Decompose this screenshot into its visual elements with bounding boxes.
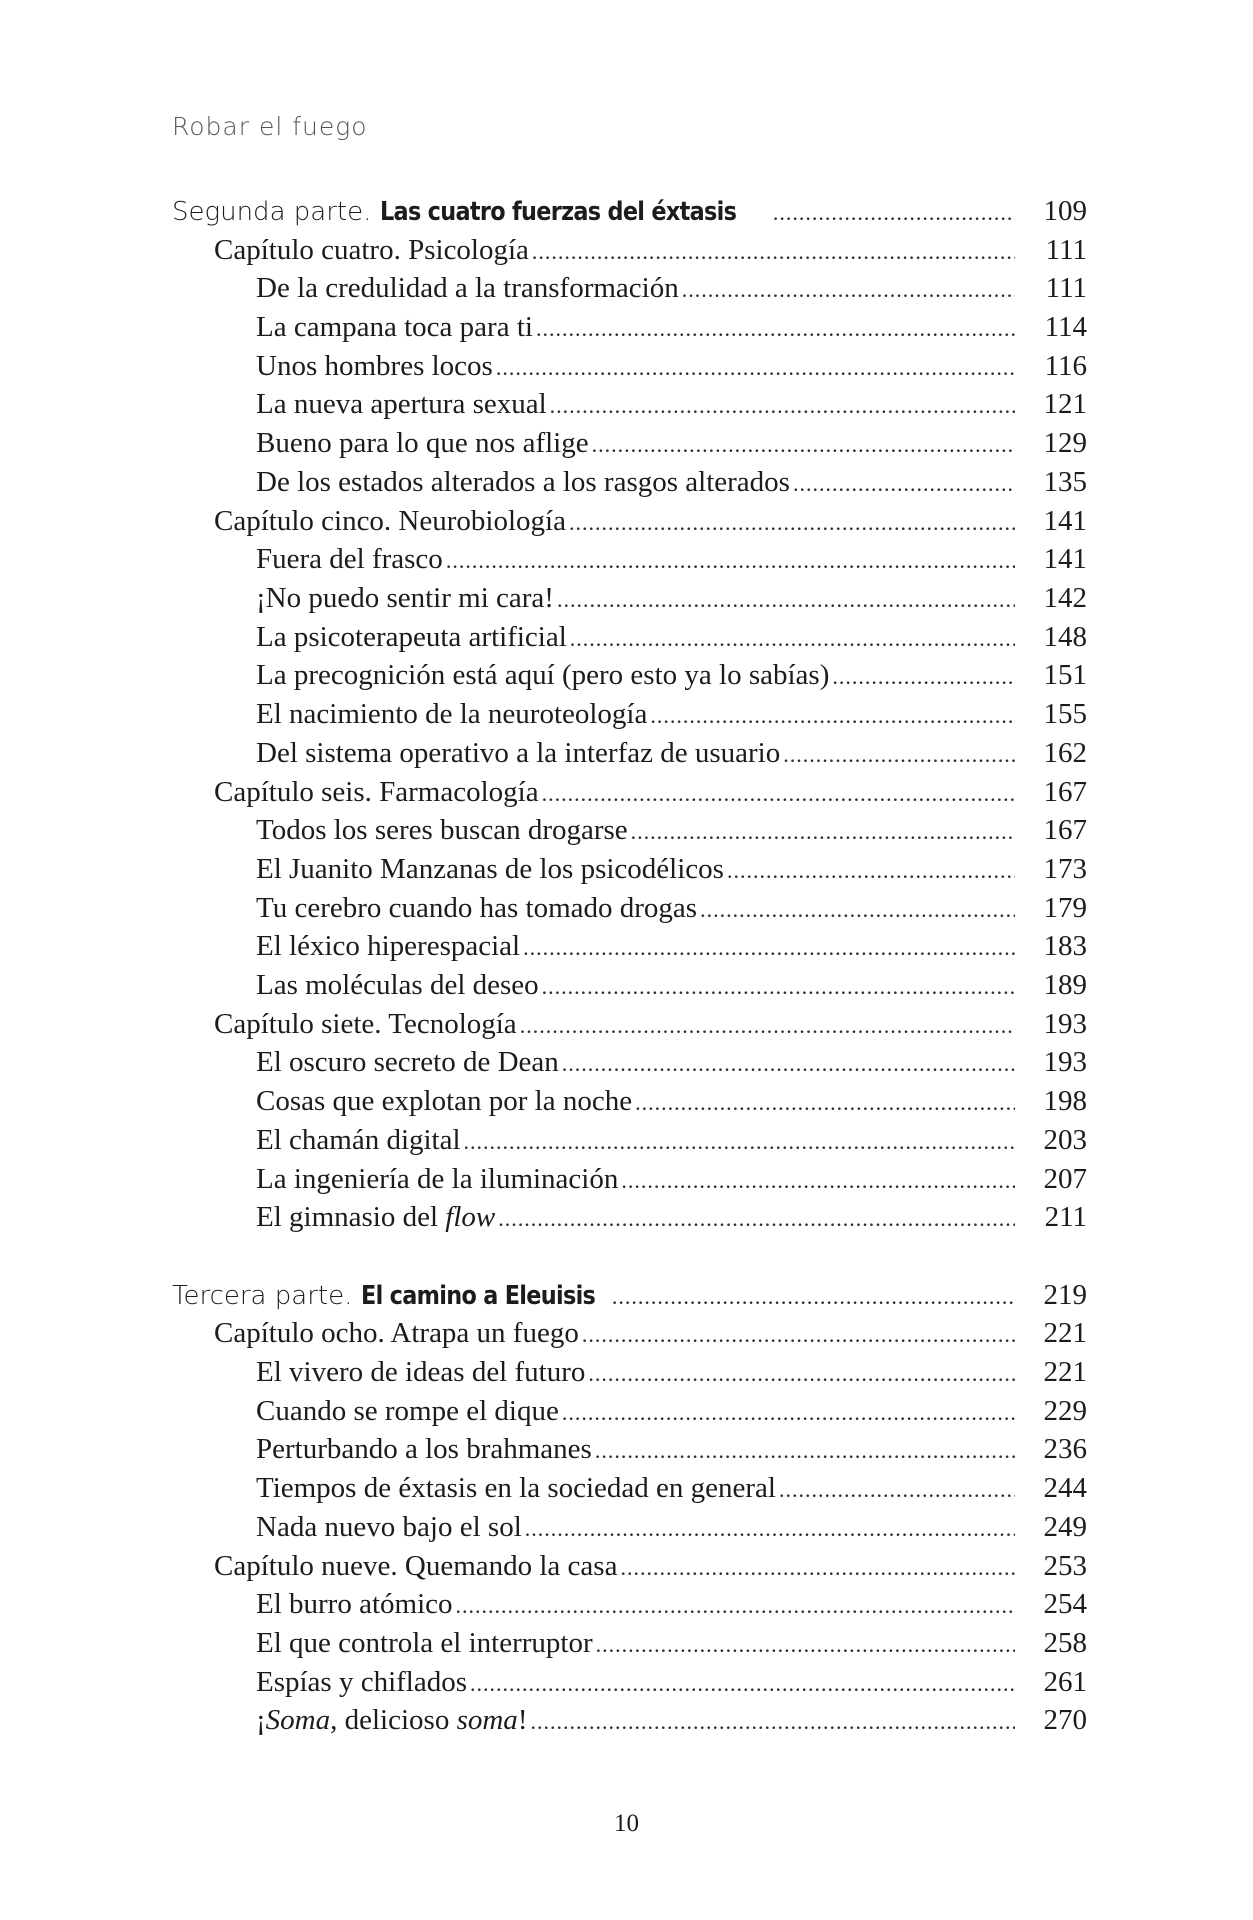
toc-section[interactable] <box>0 1430 1253 1468</box>
toc-page-number: 135 <box>1043 466 1087 498</box>
toc-entry-title: De los estados alterados a los rasgos alterados <box>256 466 790 498</box>
toc-section[interactable] <box>0 695 1253 733</box>
dot-leader <box>592 426 1015 462</box>
toc-section[interactable] <box>0 269 1253 307</box>
toc-entry-title: Perturbando a los brahmanes <box>256 1433 592 1465</box>
dot-leader <box>569 504 1015 540</box>
toc-page-number: 221 <box>1043 1317 1087 1349</box>
toc-entry-title: El que controla el interruptor <box>256 1627 593 1659</box>
toc-entry-title: El oscuro secreto de Dean <box>256 1046 559 1078</box>
toc-section[interactable] <box>0 308 1253 346</box>
dot-leader <box>595 1432 1015 1468</box>
toc-entry-title: La campana toca para ti <box>256 311 533 343</box>
dot-leader <box>570 620 1015 656</box>
toc-page-number: 121 <box>1043 388 1087 420</box>
toc-entry-title: Nada nuevo bajo el sol <box>256 1511 522 1543</box>
toc-entry-title: Todos los seres buscan drogarse <box>256 814 628 846</box>
toc-page-number: 207 <box>1043 1163 1087 1195</box>
toc-entry-title: Capítulo cinco. Neurobiología <box>214 505 566 537</box>
toc-section[interactable] <box>0 1198 1253 1236</box>
toc-entry-title: Capítulo seis. Farmacología <box>214 776 539 808</box>
toc-page-number: 193 <box>1043 1046 1087 1078</box>
dot-leader <box>525 1510 1015 1546</box>
toc-section[interactable] <box>0 811 1253 849</box>
toc-entry-title: La psicoterapeuta artificial <box>256 621 567 653</box>
dot-leader <box>596 1626 1015 1662</box>
dot-leader <box>612 1278 1015 1314</box>
toc-section[interactable] <box>0 424 1253 462</box>
toc-section[interactable] <box>0 889 1253 927</box>
dot-leader <box>498 1200 1015 1236</box>
dot-leader <box>650 697 1015 733</box>
toc-page-number: 129 <box>1043 427 1087 459</box>
toc-entry-title: Tu cerebro cuando has tomado drogas <box>256 892 698 924</box>
toc-section[interactable] <box>0 966 1253 1004</box>
dot-leader <box>470 1665 1015 1701</box>
toc-entry-title: Del sistema operativo a la interfaz de usuario <box>256 737 781 769</box>
toc-page-number: 261 <box>1043 1666 1087 1698</box>
dot-leader <box>727 852 1015 888</box>
toc-page-number: 116 <box>1044 350 1087 382</box>
toc-entry-title: De la credulidad a la transformación <box>256 272 679 304</box>
part-label: Segunda parte. <box>172 197 380 227</box>
toc-entry-title: Cosas que explotan por la noche <box>256 1085 633 1117</box>
toc-entry-title: Tiempos de éxtasis en la sociedad en general <box>256 1472 776 1504</box>
toc-page-number: 198 <box>1043 1085 1087 1117</box>
dot-leader <box>532 233 1015 269</box>
toc-page-number: 114 <box>1044 311 1087 343</box>
toc-section[interactable] <box>0 1508 1253 1546</box>
toc-page-number: 249 <box>1043 1511 1087 1543</box>
toc-entry-title: Las moléculas del deseo <box>256 969 539 1001</box>
dot-leader <box>530 1703 1015 1739</box>
dot-leader <box>620 1549 1015 1585</box>
toc-entry-title: El léxico hiperespacial <box>256 930 521 962</box>
toc-section[interactable] <box>0 656 1253 694</box>
toc-page-number: 189 <box>1043 969 1087 1001</box>
toc-section[interactable] <box>0 540 1253 578</box>
dot-leader <box>562 1394 1015 1430</box>
toc-section[interactable] <box>0 927 1253 965</box>
toc-entry-title: Espías y chiflados <box>256 1666 468 1698</box>
toc-section[interactable] <box>0 1469 1253 1507</box>
dot-leader <box>446 542 1015 578</box>
toc-page-number: 111 <box>1045 234 1087 266</box>
toc-page-number: 111 <box>1045 272 1087 304</box>
toc-entry-title: La nueva apertura sexual <box>256 388 547 420</box>
toc-section[interactable] <box>0 1585 1253 1623</box>
toc-chapter[interactable] <box>0 231 1253 269</box>
toc-chapter[interactable] <box>0 773 1253 811</box>
toc-page-number: 219 <box>1043 1279 1087 1311</box>
toc-section[interactable] <box>0 1043 1253 1081</box>
dot-leader <box>520 1007 1015 1043</box>
toc-page-number: 151 <box>1043 659 1087 691</box>
toc-page-number: 211 <box>1044 1201 1087 1233</box>
dot-leader <box>631 813 1015 849</box>
dot-leader <box>562 1045 1015 1081</box>
dot-leader <box>832 658 1015 694</box>
toc-page-number: 253 <box>1043 1550 1087 1582</box>
dot-leader <box>635 1084 1015 1120</box>
toc-section[interactable] <box>0 1082 1253 1120</box>
toc-page-number: 236 <box>1043 1433 1087 1465</box>
toc-entry-title: Unos hombres locos <box>256 350 493 382</box>
toc-page-number: 142 <box>1043 582 1087 614</box>
toc-page-number: 221 <box>1043 1356 1087 1388</box>
toc-entry-title: El chamán digital <box>256 1124 461 1156</box>
toc-section[interactable] <box>0 1701 1253 1739</box>
toc-entry-title: Capítulo ocho. Atrapa un fuego <box>214 1317 579 1349</box>
toc-entry-title: ¡Soma, delicioso soma! <box>256 1704 528 1736</box>
toc-page-number: 193 <box>1043 1008 1087 1040</box>
dot-leader <box>783 736 1015 772</box>
dot-leader <box>779 1471 1015 1507</box>
toc-section[interactable] <box>0 1392 1253 1430</box>
toc-section[interactable] <box>0 1663 1253 1701</box>
toc-page-number: 173 <box>1043 853 1087 885</box>
toc-section[interactable] <box>0 618 1253 656</box>
toc-section[interactable] <box>0 1121 1253 1159</box>
dot-leader <box>557 581 1015 617</box>
toc-page-number: 244 <box>1043 1472 1087 1504</box>
toc-entry-title <box>172 192 770 230</box>
toc-page-number: 258 <box>1043 1627 1087 1659</box>
toc-entry-title: Capítulo nueve. Quemando la casa <box>214 1550 618 1582</box>
toc-section[interactable] <box>0 850 1253 888</box>
toc-section[interactable] <box>0 347 1253 385</box>
dot-leader <box>496 349 1015 385</box>
dot-leader <box>523 929 1015 965</box>
dot-leader <box>542 968 1015 1004</box>
dot-leader <box>456 1587 1015 1623</box>
dot-leader <box>793 465 1015 501</box>
toc-part[interactable] <box>0 1276 1253 1314</box>
toc-page-number: 155 <box>1043 698 1087 730</box>
dot-leader <box>682 271 1015 307</box>
toc-entry-title: La precognición está aquí (pero esto ya lo sabías) <box>256 659 830 691</box>
part-label: Tercera parte. <box>172 1281 361 1311</box>
toc-section[interactable] <box>0 385 1253 423</box>
toc-entry-title: El nacimiento de la neuroteología <box>256 698 648 730</box>
toc-section[interactable] <box>0 1624 1253 1662</box>
toc-page-number: 167 <box>1043 814 1087 846</box>
toc-page-number: 141 <box>1043 543 1087 575</box>
toc-page-number: 254 <box>1043 1588 1087 1620</box>
toc-page-number: 162 <box>1043 737 1087 769</box>
toc-chapter[interactable] <box>0 1314 1253 1352</box>
toc-chapter[interactable] <box>0 502 1253 540</box>
toc-page-number: 148 <box>1043 621 1087 653</box>
dot-leader <box>550 387 1015 423</box>
toc-entry-title: El gimnasio del flow <box>256 1201 496 1233</box>
toc-section[interactable] <box>0 579 1253 617</box>
toc-page-number: 270 <box>1043 1704 1087 1736</box>
page-number: 10 <box>614 1810 639 1837</box>
dot-leader <box>582 1316 1015 1352</box>
toc-section[interactable] <box>0 463 1253 501</box>
toc-section[interactable] <box>0 1353 1253 1391</box>
part-title: Las cuatro fuerzas del éxtasis <box>379 197 736 227</box>
toc-entry-title <box>172 1276 609 1314</box>
toc-page-number: 179 <box>1043 892 1087 924</box>
toc-entry-title: El vivero de ideas del futuro <box>256 1356 586 1388</box>
toc-page-number: 109 <box>1043 195 1087 227</box>
toc-section[interactable] <box>0 1160 1253 1198</box>
toc-page-number: 141 <box>1043 505 1087 537</box>
dot-leader <box>621 1162 1015 1198</box>
toc-chapter[interactable] <box>0 1005 1253 1043</box>
toc-page-number: 229 <box>1043 1395 1087 1427</box>
toc-entry-title: Bueno para lo que nos aflige <box>256 427 589 459</box>
toc-entry-title: ¡No puedo sentir mi cara! <box>256 582 554 614</box>
running-head: Robar el fuego <box>172 112 368 141</box>
part-title: El camino a Eleuisis <box>360 1281 595 1311</box>
toc-entry-title: Fuera del frasco <box>256 543 443 575</box>
toc-entry-title: La ingeniería de la iluminación <box>256 1163 619 1195</box>
dot-leader <box>773 194 1015 230</box>
toc-page-number: 203 <box>1043 1124 1087 1156</box>
dot-leader <box>536 310 1015 346</box>
toc-part[interactable] <box>0 192 1253 230</box>
dot-leader <box>464 1123 1015 1159</box>
toc-entry-title: El Juanito Manzanas de los psicodélicos <box>256 853 724 885</box>
toc-entry-title: Cuando se rompe el dique <box>256 1395 559 1427</box>
toc-entry-title: Capítulo siete. Tecnología <box>214 1008 517 1040</box>
toc-page-number: 167 <box>1043 776 1087 808</box>
dot-leader <box>588 1355 1015 1391</box>
dot-leader <box>542 775 1015 811</box>
toc-page-number: 183 <box>1043 930 1087 962</box>
toc-entry-title: El burro atómico <box>256 1588 453 1620</box>
dot-leader <box>700 891 1015 927</box>
toc-section[interactable] <box>0 734 1253 772</box>
toc-entry-title: Capítulo cuatro. Psicología <box>214 234 529 266</box>
toc-chapter[interactable] <box>0 1547 1253 1585</box>
